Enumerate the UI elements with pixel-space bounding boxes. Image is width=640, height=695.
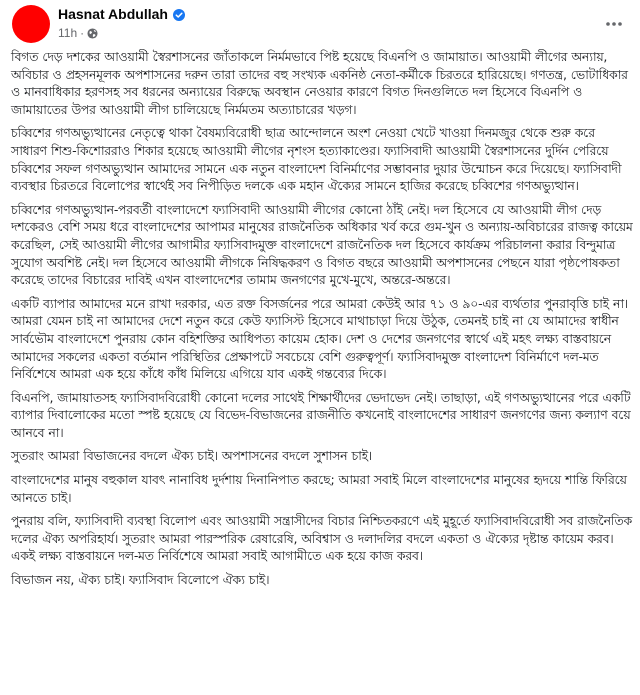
post-meta bbox=[58, 26, 98, 40]
meta-separator: · bbox=[80, 26, 85, 40]
author-name[interactable]: Hasnat Abdullah bbox=[58, 6, 168, 22]
post-paragraph-3: চব্বিশের গণঅভ্যুত্থান-পরবর্তী বাংলাদেশে ফ্যাসিবাদী আওয়ামী লীগের কোনো ঠাঁই নেই। দল হিসেবে যে আওয়ামী লীগ দেড় দশকেরও বেশি সময় ধরে বাংলাদেশের আপামর মানুষের রাজনৈতিক অধিকার খর্ব করে গুম-খুন ও অন্যায়-অবিচারের রাজত্ব কায়েম করেছিল, সেই আওয়ামী লীগের আগামীর ফ্যাসিবাদমুক্ত বাংলাদেশে রাজনৈতিক দল হিসেবে কার্যক্রম পরিচালনা করার বিন্দুমাত্র সুযোগ অবশিষ্ট নেই। দল হিসেবে আওয়ামী লীগকে নিষিদ্ধকরণ ও বিগত বছরে আওয়ামী অপশাসনের পেছনে যারা পৃষ্ঠপোষকতা করেছে তাদের বিচারের দাবিই এখন বাংলাদেশের তামাম জনগণের মুখে-মুখে, অন্তরে-অন্তরে। bbox=[11, 201, 633, 288]
globe-icon[interactable] bbox=[87, 28, 98, 39]
more-horizontal-icon bbox=[606, 22, 622, 26]
post-paragraph-4: একটি ব্যাপার আমাদের মনে রাখা দরকার, এত রক্ত বিসর্জনের পরে আমরা কেউই আর ৭১ ও ৯০-এর ব্যর্থতার পুনরাবৃত্তি চাই না। আমরা যেমন চাই না আমাদের দেশে নতুন করে কেউ ফ্যাসিস্ট হিসেবে মাথাচাড়া দিয়ে উঠুক, তেমনই চাই না যে আমাদের স্বাধীন সার্বভৌম বাংলাদেশে পুনরায় কোন বহিশক্তির আধিপত্য কায়েম হোক। দেশ ও দেশের জনগণের স্বার্থে এই মহৎ লক্ষ্য বাস্তবায়নে আমাদের সকলের একতা বর্তমান পরিস্থিতির প্রেক্ষাপটে সবচেয়ে বেশি গুরুত্বপূর্ণ। ফ্যাসিবাদমুক্ত বাংলাদেশ বিনির্মাণে দল-মত নির্বিশেষে আমরা এক হয়ে কাঁধে কাঁধ মিলিয়ে এগিয়ে যাব একই গন্তব্যের দিকে। bbox=[11, 295, 628, 382]
post-paragraph-8: পুনরায় বলি, ফ্যাসিবাদী ব্যবস্থা বিলোপ এবং আওয়ামী সন্ত্রাসীদের বিচার নিশ্চিতকরণে এই মুহূর্তে ফ্যাসিবাদবিরোধী সব রাজনৈতিক দলের ঐক্য অপরিহার্য। সুতরাং আমরা পারস্পরিক রেষারেষি, অবিশ্বাস ও দলাদলির বদলে একতা ও ঐক্যের দৃষ্টান্ত কায়েম করব। একই লক্ষ্য বাস্তবায়নে দল-মত নির্বিশেষে আমরা সবাই আগামীতে এক হয়ে কাজ করব। bbox=[11, 513, 632, 564]
post-body bbox=[11, 48, 633, 595]
post-paragraph-9: বিভাজন নয়, ঐক্য চাই। ফ্যাসিবাদ বিলোপে ঐক্য চাই। bbox=[11, 572, 270, 588]
post-paragraph-6: সুতরাং আমরা বিভাজনের বদলে ঐক্য চাই। অপশাসনের বদলে সুশাসন চাই। bbox=[11, 448, 372, 464]
post-paragraph-2: চব্বিশের গণঅভ্যুত্থানের নেতৃত্বে থাকা বৈষম্যবিরোধী ছাত্র আন্দোলনে অংশ নেওয়া খেটে খাওয়া দিনমজুর থেকে শুরু করে সাধারণ শিশু-কিশোররাও শিকার হয়েছে আওয়ামী লীগের নৃশংস হত্যাকাণ্ডের। ফ্যাসিবাদী আওয়ামী স্বৈরশাসনের দুর্দিন পেরিয়ে চব্বিশের সফল গণঅভ্যুত্থান আমাদের সামনে এক নতুন বাংলাদেশ বিনির্মাণের সম্ভাবনার দুয়ার উন্মোচন করে দিয়েছে। ফ্যাসিবাদী ব্যবস্থার চিরতরে বিলোপের স্বার্থেই সব নিপীড়িত দলকে এক মহান ঐক্যের সামনে হাজির করেছে চব্বিশের গণঅভ্যুত্থান। bbox=[11, 125, 622, 194]
more-options-button[interactable] bbox=[600, 14, 628, 34]
verified-badge-icon bbox=[173, 8, 185, 20]
avatar[interactable] bbox=[12, 5, 50, 43]
post-paragraph-1: বিগত দেড় দশকের আওয়ামী স্বৈরশাসনের জাঁতাকলে নির্মমভাবে পিষ্ট হয়েছে বিএনপি ও জামায়াত। আওয়ামী লীগের অন্যায়, অবিচার ও প্রহসনমূলক অপশাসনের দরুন তারা তাদের বহু সংখ্যক একনিষ্ঠ নেতা-কর্মীকে চিরতরে হারিয়েছে। গণতন্ত্র, ভোটাধিকার ও মানবাধিকার হরণসহ সব ধরনের অন্যায়ের বিরুদ্ধে অবস্থান নেওয়ার কারণে বিগত দিনগুলিতে দল হিসেবে বিএনপি ও জামায়াতের উপর আওয়ামী লীগ চালিয়েছে নির্মমতম অত্যাচারের খড়গ। bbox=[11, 49, 628, 117]
post-paragraph-5: বিএনপি, জামায়াতসহ ফ্যাসিবাদবিরোধী কোনো দলের সাথেই শিক্ষার্থীদের ভেদাভেদ নেই। তাছাড়া, এই গণঅভ্যুত্থানের পরে একটি ব্যাপার দিবালোকের মতো স্পষ্ট হয়েছে যে বিভেদ-বিভাজনের রাজনীতি কখনোই বাংলাদেশের সাধারণ জনগণের জন্য কল্যাণ বয়ে আনবে না। bbox=[11, 389, 631, 440]
author-name-link[interactable] bbox=[58, 6, 185, 22]
post-timestamp[interactable]: 11h bbox=[58, 26, 78, 40]
post-paragraph-7: বাংলাদেশের মানুষ বহুকাল যাবৎ নানাবিধ দুর্দশায় দিনানিপাত করছে; আমরা সবাই মিলে বাংলাদেশের মানুষের হৃদয়ে শান্তি ফিরিয়ে আনতে চাই। bbox=[11, 472, 627, 505]
post-header bbox=[0, 0, 640, 42]
